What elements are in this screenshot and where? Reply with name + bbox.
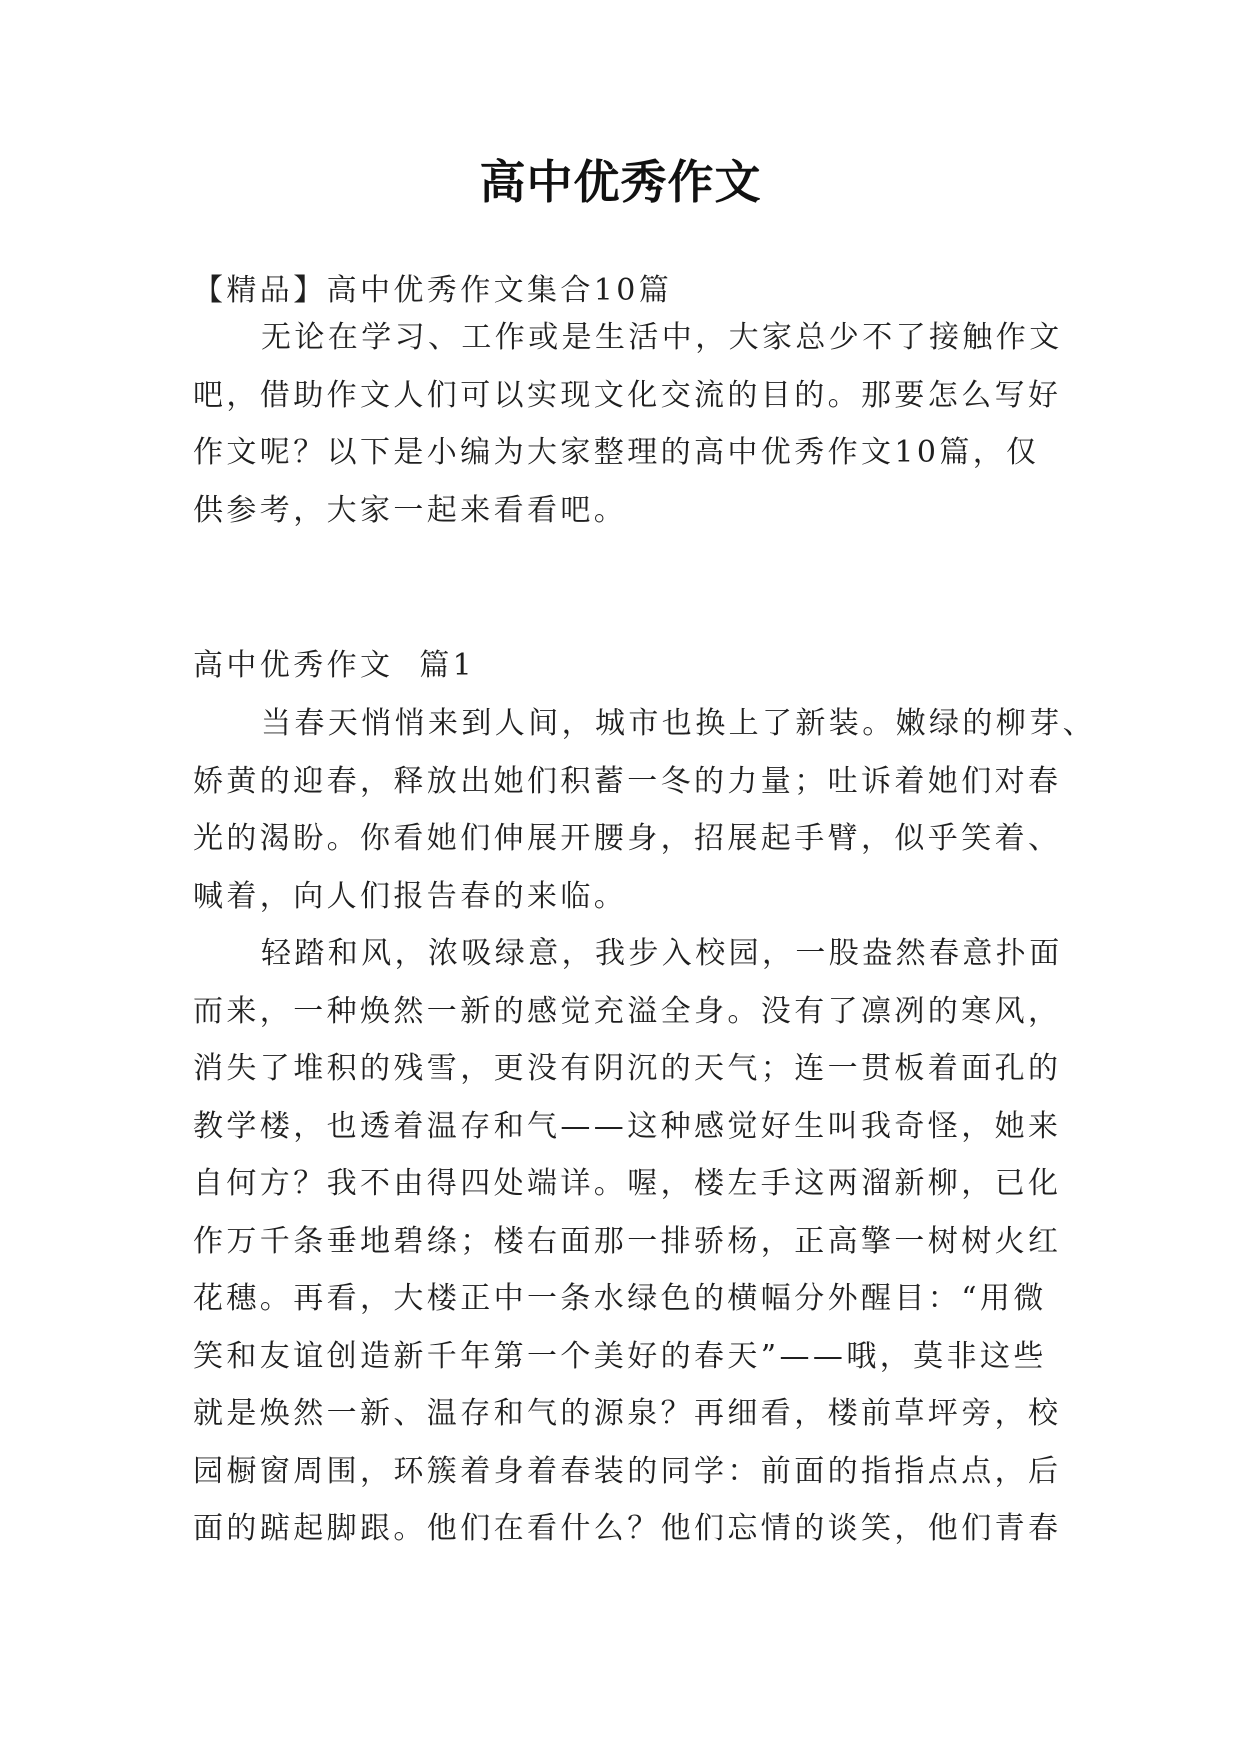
paragraph-line: 轻踏和风，浓吸绿意，我步入校园，一股盎然春意扑面 <box>261 936 1063 971</box>
paragraph-line: 笑和友谊创造新千年第一个美好的春天”——哦，莫非这些 <box>193 1338 1047 1374</box>
essay-paragraph-2 <box>193 925 1061 1558</box>
paragraph-line: 娇黄的迎春，释放出她们积蓄一冬的力量；吐诉着她们对春 <box>193 763 1062 799</box>
paragraph-line: 消失了堆积的残雪，更没有阴沉的天气；连一贯板着面孔的 <box>193 1051 1062 1086</box>
paragraph-line: 花穗。再看，大楼正中一条水绿色的横幅分外醒目：“用微 <box>193 1281 1047 1316</box>
document-title: 高中优秀作文 <box>479 155 762 209</box>
paragraph-line: 作万千条垂地碧绦；楼右面那一排骄杨，正高擎一树树火红 <box>193 1223 1062 1259</box>
essay-paragraph-1 <box>193 695 1096 925</box>
intro-paragraph <box>193 309 1061 539</box>
intro-line: 供参考，大家一起来看看吧。 <box>193 492 628 528</box>
paragraph-line: 园橱窗周围，环簇着身着春装的同学：前面的指指点点，后 <box>193 1453 1062 1489</box>
paragraph-line: 喊着，向人们报告春的来临。 <box>193 878 628 914</box>
paragraph-line: 就是焕然一新、温存和气的源泉？再细看，楼前草坪旁，校 <box>193 1396 1062 1431</box>
paragraph-line: 而来，一种焕然一新的感觉充溢全身。没有了凛冽的寒风， <box>193 993 1062 1029</box>
intro-line: 作文呢？以下是小编为大家整理的高中优秀作文10篇，仅 <box>193 435 1040 470</box>
intro-line: 无论在学习、工作或是生活中，大家总少不了接触作文 <box>261 320 1063 355</box>
paragraph-line: 光的渴盼。你看她们伸展开腰身，招展起手臂，似乎笑着、 <box>193 821 1062 856</box>
document-subtitle: 【精品】高中优秀作文集合10篇 <box>193 273 673 308</box>
paragraph-line: 教学楼，也透着温存和气——这种感觉好生叫我奇怪，她来 <box>193 1108 1062 1144</box>
section-heading: 高中优秀作文 篇1 <box>193 648 476 683</box>
paragraph-line: 当春天悄悄来到人间，城市也换上了新装。嫩绿的柳芽、 <box>261 706 1096 741</box>
section-heading-block <box>193 637 1061 695</box>
paragraph-line: 自何方？我不由得四处端详。喔，楼左手这两溜新柳，已化 <box>193 1166 1062 1201</box>
paragraph-line: 面的踮起脚跟。他们在看什么？他们忘情的谈笑，他们青春 <box>193 1511 1062 1546</box>
intro-line: 吧，借助作文人们可以实现文化交流的目的。那要怎么写好 <box>193 377 1062 413</box>
